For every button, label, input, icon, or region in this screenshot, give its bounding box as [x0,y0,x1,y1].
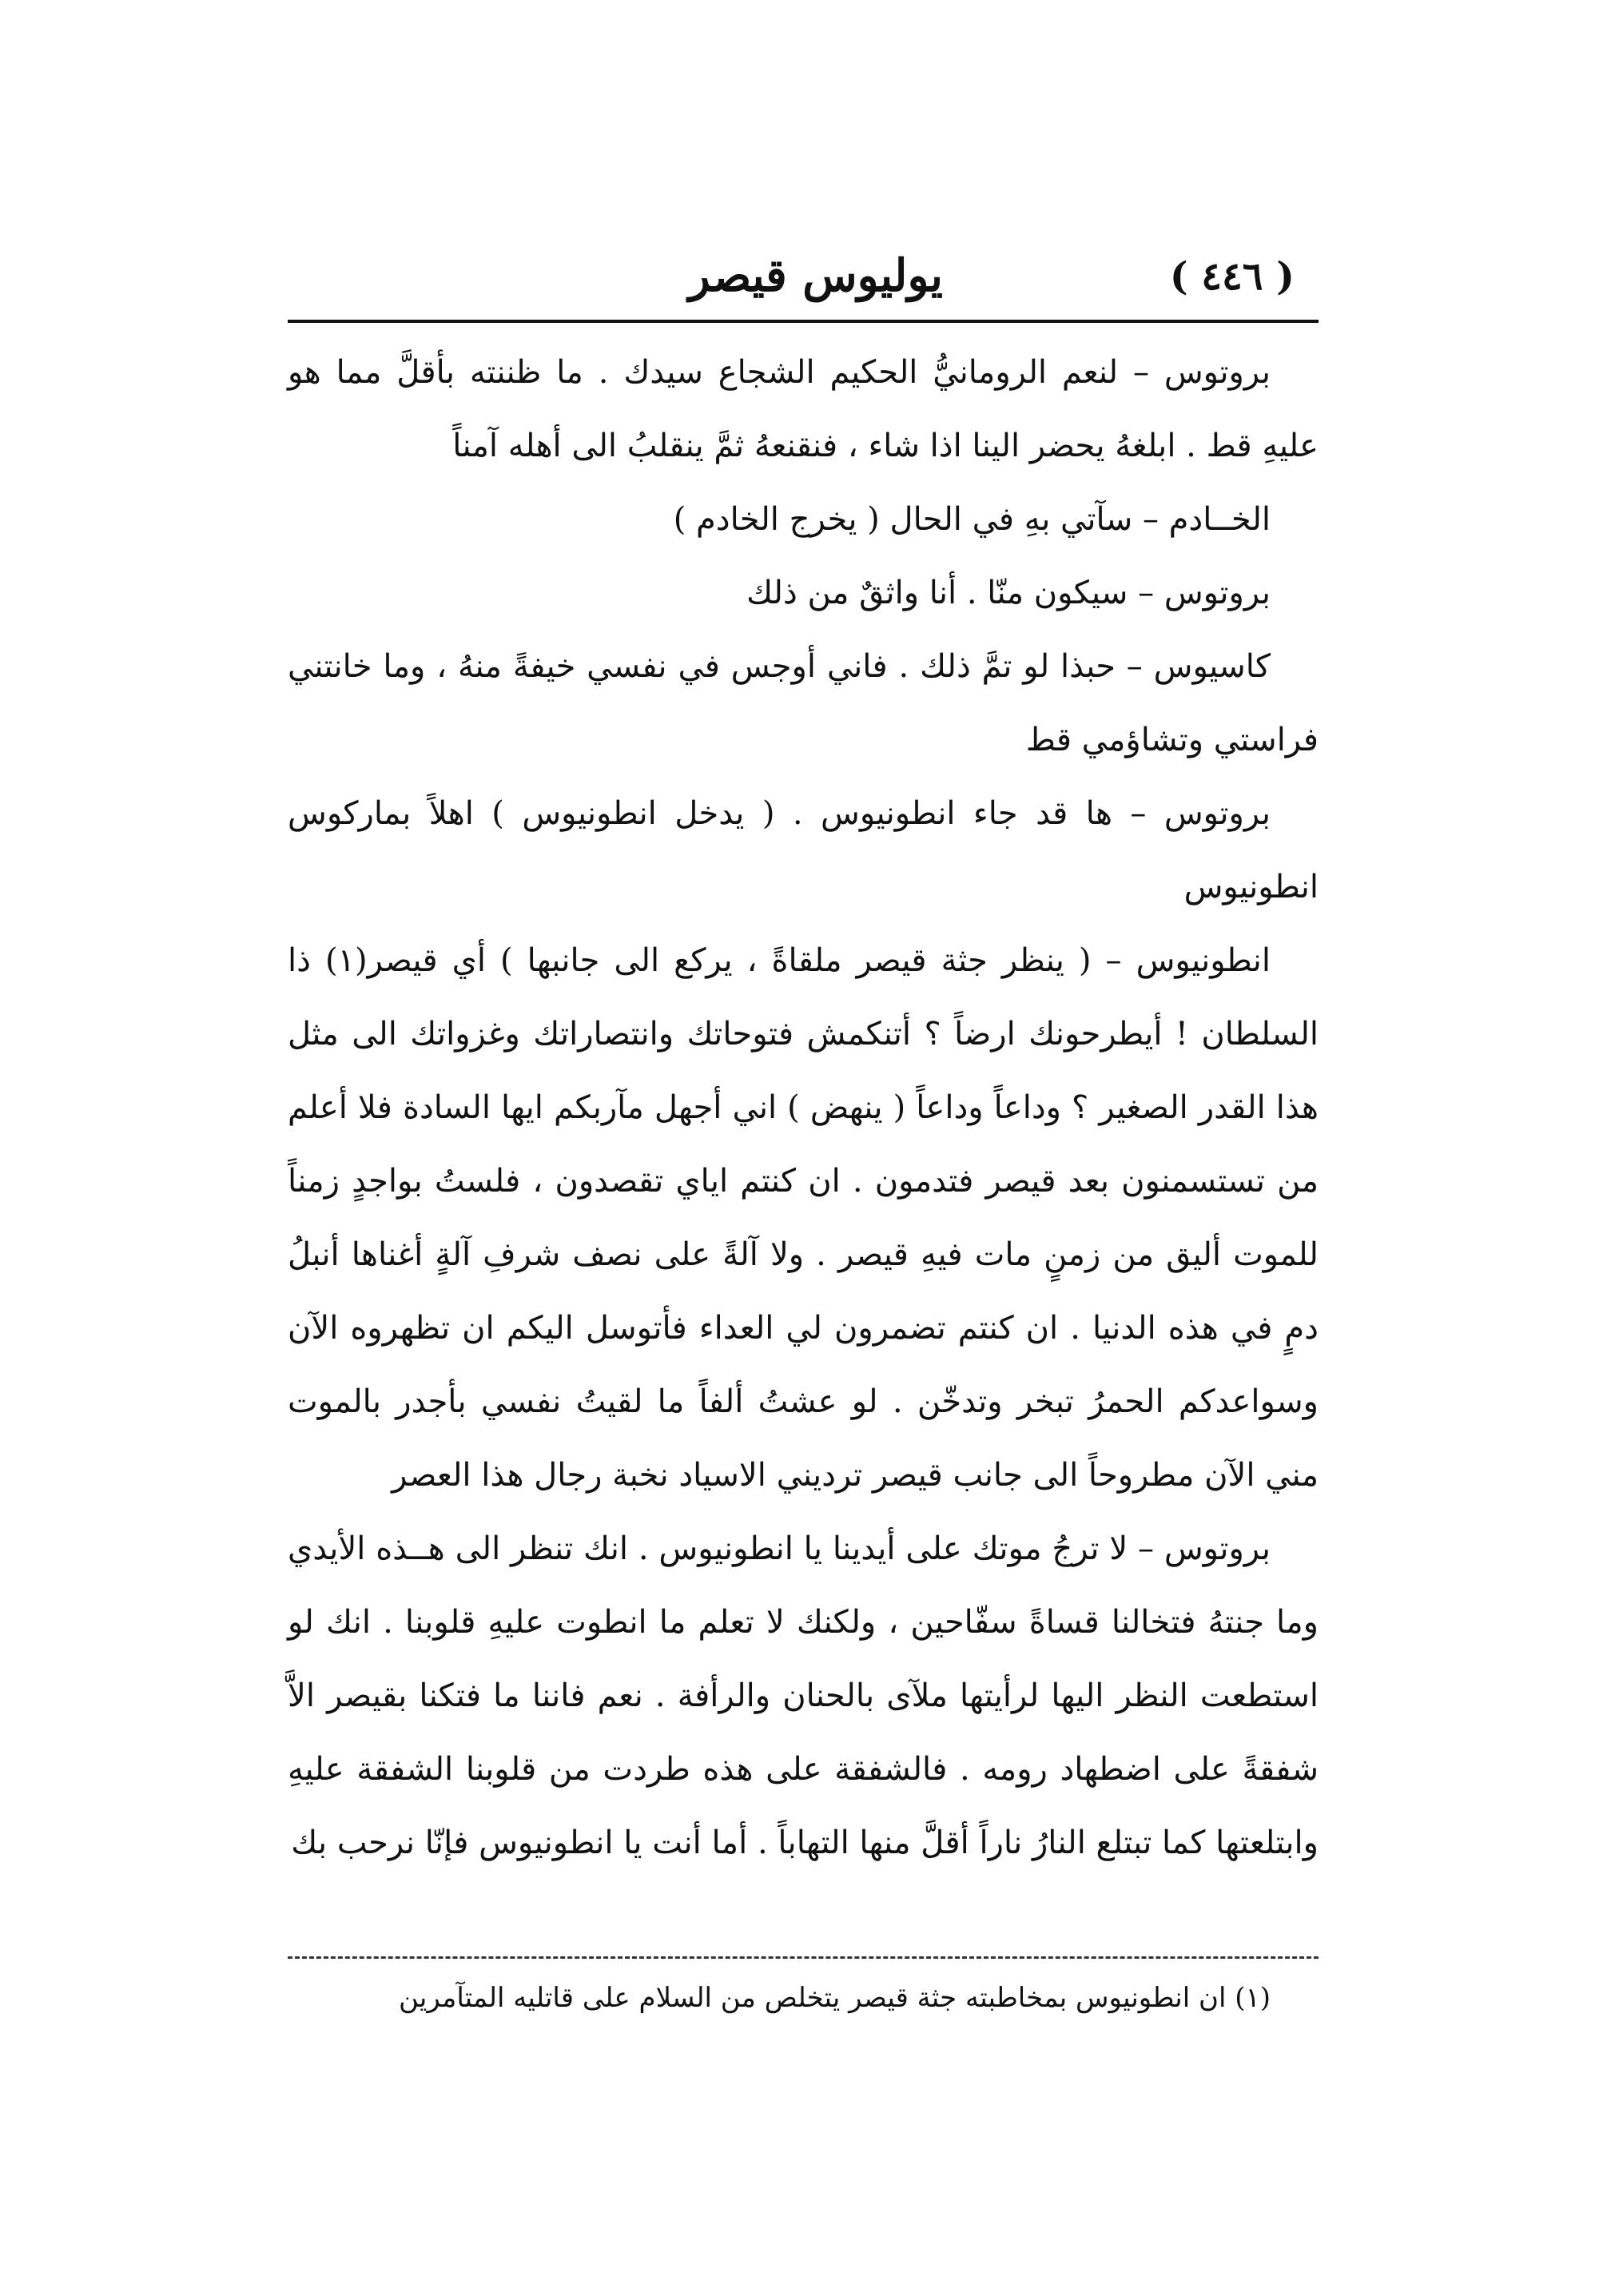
paragraph-cassius: كاسيوس – حبذا لو تمَّ ذلك . فاني أوجس في نفسي خيفةً منهُ ، وما خانتني فراستي وتشاؤمي قط [288,648,1319,758]
page-body [288,336,1319,1934]
running-title: يوليوس قيصر [688,249,943,302]
paragraph-brutus-1: بروتوس – لنعم الرومانيُّ الحكيم الشجاع سيدك . ما ظننته بأقلَّ مما هو عليهِ قط . ابلغهُ يحضر الينا اذا شاء ، فنقنعهُ ثمَّ ينقلبُ الى أهله آمناً [288,354,1319,464]
paragraph-antonius: انطونيوس – ( ينظر جثة قيصر ملقاةً ، يركع الى جانبها ) أي قيصر(١) ذا السلطان ! أيطرحونك ارضاً ؟ أتنكمش فتوحاتك وانتصاراتك وغزواتك الى مثل هذا القدر الصغير ؟ وداعاً وداعاً ( ينهض ) اني أجهل مآربكم ايها السادة فلا أعلم من تستسمنون بعد قيصر فتدمون . ان كنتم اياي تقصدون ، فلستُ بواجدٍ زمناً للموت أليق من زمنٍ مات فيهِ قيصر . ولا آلةً على نصف شرفِ آلةٍ أغناها أنبلُ دمٍ في هذه الدنيا . ان كنتم تضمرون لي العداء فأتوسل اليكم ان تظهروه الآن وسواعدكم الحمرُ تبخر وتدخّن . لو عشتُ ألفاً ما لقيتُ نفسي بأجدر بالموت مني الآن مطروحاً الى جانب قيصر ترديني الاسياد نخبة رجال هذا العصر [288,942,1319,1494]
paragraph-brutus-4: بروتوس – لا ترجُ موتك على أيدينا يا انطونيوس . انك تنظر الى هــذه الأيدي وما جنتهُ فتخالنا قساةً سفّاحين ، ولكنك لا تعلم ما انطوت عليهِ قلوبنا . انك لو استطعت النظر اليها لرأيتها ملآى بالحنان والرأفة . نعم فاننا ما فتكنا بقيصر الاَّ شفقةً على اضطهاد رومه . فالشفقة على هذه طردت من قلوبنا الشفقة عليهِ وابتلعتها كما تبتلع النارُ ناراً أقلَّ منها التهاباً . أما أنت يا انطونيوس فإنّا نرحب بك [288,1530,1319,1861]
footnote: (١) ان انطونيوس بمخاطبته جثة قيصر يتخلص من السلام على قاتليه المتآمرين [399,1982,1271,2014]
paragraph-brutus-3: بروتوس – ها قد جاء انطونيوس . ( يدخل انطونيوس ) اهلاً بماركوس انطونيوس [288,795,1319,905]
paragraph-brutus-2: بروتوس – سيكون منّا . أنا واثقٌ من ذلك [746,575,1271,611]
page-header [288,240,1295,312]
page-number: ( ٤٤٦ ) [1169,254,1295,299]
header-divider [288,320,1319,323]
paragraph-servant: الخــادم – سآتي بهِ في الحال ( يخرج الخادم ) [673,501,1271,538]
footnote-divider [288,1956,1319,1959]
